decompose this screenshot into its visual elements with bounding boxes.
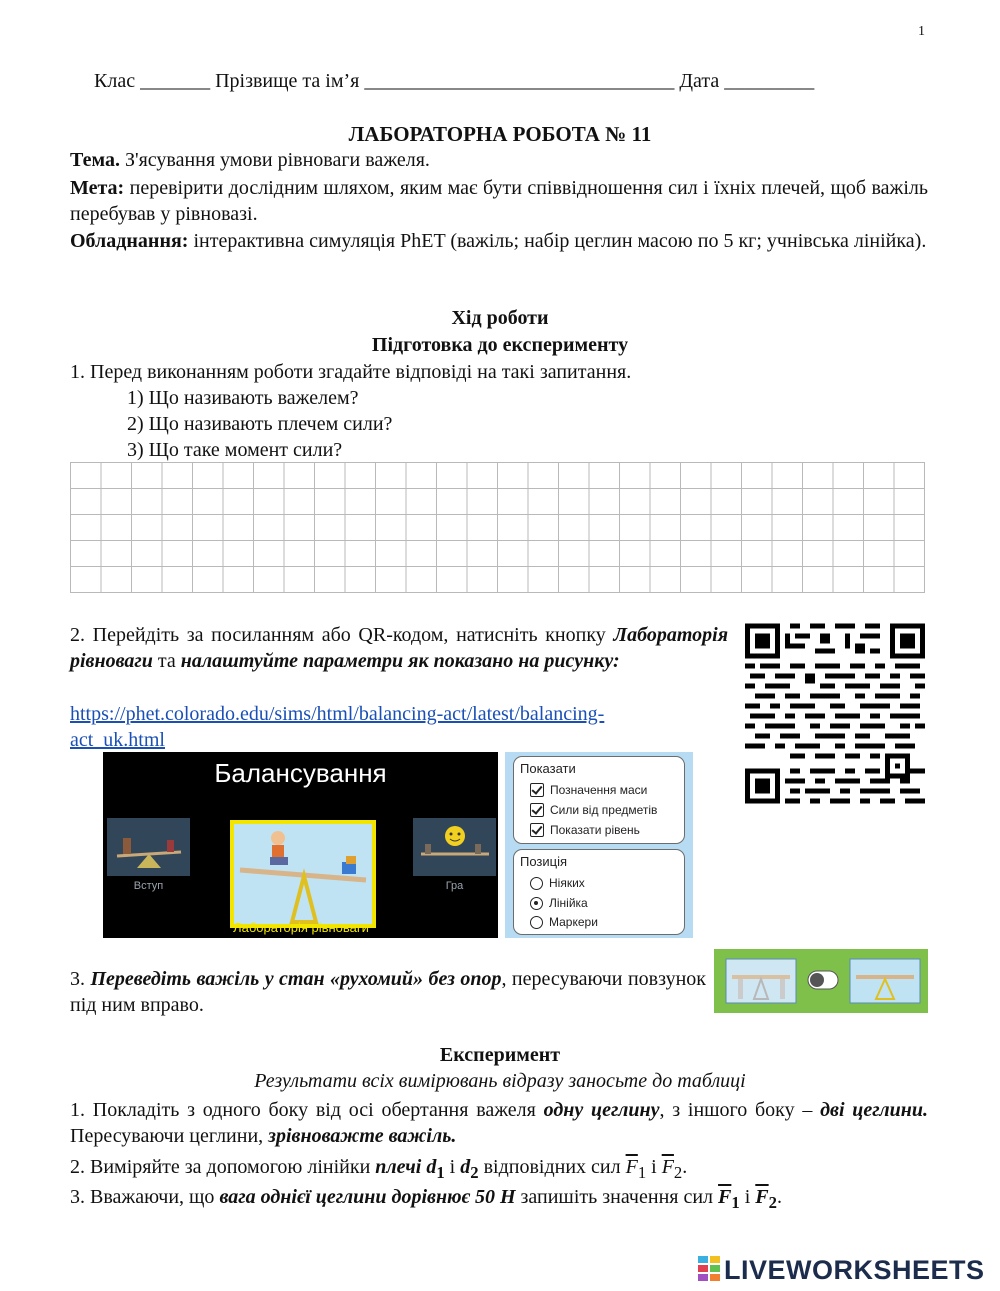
position-heading: Позиція xyxy=(520,854,568,869)
position-option-3-label: Маркери xyxy=(549,915,598,929)
position-option-1 xyxy=(530,876,585,890)
radio-empty-icon xyxy=(530,916,543,929)
seesaw-intro-icon xyxy=(107,818,190,876)
goal-paragraph xyxy=(70,175,928,227)
exp2-f1-sub: 1 xyxy=(637,1163,647,1182)
position-option-2-label: Лінійка xyxy=(549,896,588,910)
exp1-text-c: , з іншого боку – xyxy=(659,1099,821,1121)
class-blank[interactable]: _______ xyxy=(140,70,211,92)
prep-intro: 1. Перед виконанням роботи згадайте відповіді на такі запитання. xyxy=(70,361,632,383)
step3-paragraph xyxy=(70,966,706,1018)
show-option-1 xyxy=(530,783,647,797)
exp2-end: . xyxy=(682,1156,688,1178)
prep-question-3: 3) Що таке момент сили? xyxy=(127,439,343,461)
exp3-text-c: запишіть значення сил xyxy=(515,1186,719,1208)
step2-text-a: 2. Перейдіть за посиланням або QR-кодом, натисніть кнопку xyxy=(70,624,614,646)
exp1-text-e: Пересуваючи цеглини, xyxy=(70,1125,269,1147)
link-line-1[interactable]: https://phet.colorado.edu/sims/html/balancing-act/latest/balancing- xyxy=(70,703,605,725)
goal-text: перевірити дослідним шляхом, яким має бути співвідношення сил і їхніх плечей, щоб важіль перебував у рівновазі. xyxy=(70,177,928,225)
exp2-d1: d xyxy=(426,1156,437,1178)
exp3-end: . xyxy=(776,1186,782,1208)
exp2-d2-sub: 2 xyxy=(470,1163,479,1182)
exp2-d2: d xyxy=(460,1156,471,1178)
show-heading: Показати xyxy=(520,761,576,776)
seesaw-lab-icon xyxy=(234,824,372,924)
exp3-emph-weight: вага однієї цеглини дорівнює 50 Н xyxy=(219,1186,516,1208)
name-label: Прізвище та ім’я xyxy=(215,70,360,92)
exp3-i: і xyxy=(739,1186,756,1208)
exp1-emph-one-brick: одну цеглину xyxy=(543,1099,660,1121)
exp3-f1-vector: $\overline{F}$ xyxy=(718,1186,732,1208)
topic-line xyxy=(70,147,928,173)
exp2-f2-sub: 2 xyxy=(673,1163,683,1182)
goal-label: Мета: xyxy=(70,177,125,199)
lever-toggle-screenshot xyxy=(714,949,928,1013)
liveworksheets-logo xyxy=(698,1255,985,1286)
step2-text-b: та xyxy=(152,650,181,672)
exp3-f1-sub: 1 xyxy=(731,1193,740,1212)
page-number: 1 xyxy=(918,24,925,39)
game-label: Гра xyxy=(445,880,464,892)
equipment-label: Обладнання: xyxy=(70,230,189,252)
game-thumbnail xyxy=(413,818,496,876)
equipment-text: інтерактивна симуляція PhET (важіль; набір цеглин масою по 5 кг; учнівська лінійка). xyxy=(188,230,927,252)
smiley-icon xyxy=(413,818,496,876)
exp2-emph-arms: плечі xyxy=(375,1156,427,1178)
step2-paragraph xyxy=(70,622,728,674)
show-option-3 xyxy=(530,823,640,837)
name-blank[interactable]: _______________________________ xyxy=(364,70,675,92)
date-label: Дата xyxy=(679,70,720,92)
checkbox-checked-icon xyxy=(530,783,544,797)
exp3-f2-sub: 2 xyxy=(768,1193,777,1212)
intro-label: Вступ xyxy=(133,880,164,892)
settings-screenshot xyxy=(505,752,693,938)
student-info-line xyxy=(94,70,814,93)
step2-emph-a: Лабораторія рівноваги xyxy=(70,624,728,672)
show-option-3-label: Показати рівень xyxy=(550,823,640,837)
balance-lab-thumbnail xyxy=(230,820,376,928)
qr-code[interactable] xyxy=(745,622,925,805)
step3-text: , пересуваючи повзунок під ним вправо. xyxy=(70,968,706,1016)
liveworksheets-logo-icon xyxy=(698,1256,720,1282)
radio-selected-icon xyxy=(530,897,543,910)
show-option-2-label: Сили від предметів xyxy=(550,803,658,817)
balance-lab-label: Лабораторія рівноваги xyxy=(233,920,369,935)
exp2-d1-sub: 1 xyxy=(436,1163,445,1182)
preparation-heading: Підготовка до експерименту xyxy=(371,334,629,356)
show-option-1-label: Позначення маси xyxy=(550,783,648,797)
exp3-f2-vector: $\overline{F}$ xyxy=(755,1186,769,1208)
simulation-link[interactable] xyxy=(70,701,604,753)
procedure-heading: Хід роботи xyxy=(451,307,549,329)
equipment-paragraph xyxy=(70,228,928,254)
exp3-text-a: 3. Вважаючи, що xyxy=(70,1186,220,1208)
prep-question-1: 1) Що називають важелем? xyxy=(127,387,359,409)
exp2-and: і xyxy=(444,1156,461,1178)
exp2-text-c: відповідних сил xyxy=(478,1156,626,1178)
step3-emph: Переведіть важіль у стан «рухомий» без опор xyxy=(90,968,502,990)
exp1-emph-two-bricks: дві цеглини. xyxy=(820,1099,929,1121)
answer-grid[interactable] xyxy=(70,462,925,593)
exp1-emph-balance: зрівноважте важіль. xyxy=(268,1125,457,1147)
experiment-note: Результати всіх вимірювань відразу заносьте до таблиці xyxy=(254,1070,746,1092)
lever-toggle-icon xyxy=(714,949,928,1013)
date-blank[interactable]: _________ xyxy=(724,70,815,92)
experiment-heading: Експеримент xyxy=(439,1044,561,1066)
prep-question-2: 2) Що називають плечем сили? xyxy=(127,413,393,435)
exp1-text-a: 1. Покладіть з одного боку від осі обертання важеля xyxy=(70,1099,544,1121)
position-option-2 xyxy=(530,896,588,910)
topic-text: З'ясування умови рівноваги важеля. xyxy=(119,149,430,171)
exp2-text-a: 2. Виміряйте за допомогою лінійки xyxy=(70,1156,376,1178)
show-panel xyxy=(513,756,685,844)
checkbox-checked-icon xyxy=(530,803,544,817)
link-line-2[interactable]: act_uk.html xyxy=(70,729,165,751)
position-panel xyxy=(513,849,685,935)
experiment-step-3 xyxy=(70,1184,928,1216)
phet-title: Балансування xyxy=(214,758,387,788)
show-option-2 xyxy=(530,803,657,817)
experiment-step-1 xyxy=(70,1097,928,1149)
position-option-1-label: Ніяких xyxy=(549,876,585,890)
step3-num: 3. xyxy=(70,968,91,990)
class-label: Клас xyxy=(94,70,136,92)
exp2-f-vector: $\overline{F}$ xyxy=(625,1156,638,1178)
logo-text: LIVEWORKSHEETS xyxy=(724,1255,985,1285)
page-title: ЛАБОРАТОРНА РОБОТА № 11 xyxy=(348,122,652,146)
intro-thumbnail xyxy=(107,818,190,876)
radio-empty-icon xyxy=(530,877,543,890)
topic-label: Тема. xyxy=(70,149,120,171)
phet-menu-screenshot xyxy=(103,752,498,938)
step2-emph-b: налаштуйте параметри як показано на рисунку: xyxy=(180,650,620,672)
experiment-step-2 xyxy=(70,1154,928,1186)
exp2-i: і xyxy=(646,1156,662,1178)
position-option-3 xyxy=(530,915,598,929)
exp2-f2-vector: $\overline{F}$ xyxy=(661,1156,674,1178)
checkbox-checked-icon xyxy=(530,823,544,837)
